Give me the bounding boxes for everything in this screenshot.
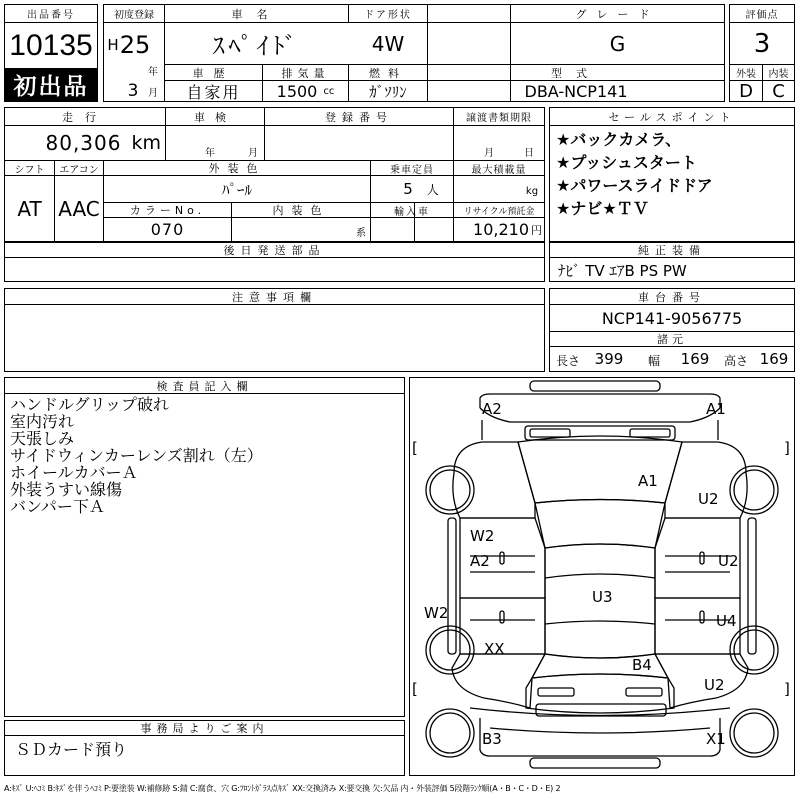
reg-no-label: 登録番号	[325, 110, 393, 124]
inspector-line: 室内汚れ	[10, 412, 75, 431]
model-label: 型式	[551, 66, 601, 80]
reg-year-unit: 年	[148, 66, 158, 78]
reg-month-unit: 月	[148, 87, 158, 99]
shift: AT	[17, 196, 42, 221]
sales-point-item: ★プッシュスタート	[556, 153, 697, 172]
lot-number: 10135	[9, 29, 93, 62]
damage-front-left: A2	[482, 400, 502, 418]
spec-length-label: 長さ	[556, 353, 581, 368]
inspector-line: 天張しみ	[10, 429, 75, 448]
later-parts-box	[4, 242, 545, 282]
fuel: ｶﾞｿﾘﾝ	[369, 82, 407, 101]
vehicle-header	[103, 4, 725, 102]
capacity	[371, 176, 453, 202]
displacement-value: 1500	[276, 81, 318, 101]
color-no: 070	[150, 220, 185, 239]
grade-label: グレード	[575, 7, 660, 21]
genuine-value: ﾅﾋﾞ TV ｴｱB PS PW	[558, 261, 687, 280]
score-label: 評価点	[745, 10, 779, 21]
spec-label: 諸元	[657, 333, 687, 346]
capacity-unit: 人	[426, 182, 439, 197]
reg-month: 3	[127, 81, 139, 101]
damage-right-front-fender: U2	[698, 490, 719, 508]
first-reg-label: 初度登録	[114, 10, 154, 21]
spec-length: 399	[594, 350, 624, 368]
genuine-label: 純正装備	[638, 244, 706, 257]
ext-color-label: 外装色	[208, 162, 266, 175]
damage-front-right: A1	[706, 400, 726, 418]
inspection-year-unit: 年	[205, 147, 215, 159]
reg-era: H	[107, 36, 119, 54]
capacity-value: 5	[403, 180, 413, 198]
score: 3	[753, 28, 771, 59]
import-label: 輸入車	[394, 206, 430, 218]
history-label: 車歴	[192, 66, 235, 80]
reg-year: 25	[119, 31, 151, 59]
recycle-label: リサイクル預託金	[463, 206, 535, 217]
notes-label: 注意事項欄	[232, 290, 317, 304]
notes-box	[4, 288, 545, 372]
transfer-day-unit: 日	[524, 147, 534, 159]
capacity-label: 乗車定員	[390, 164, 434, 176]
damage-right-rear-quarter: U2	[704, 676, 725, 694]
ac: AAC	[58, 196, 100, 221]
door-label: ドア形状	[364, 10, 412, 21]
inspection-month-unit: 月	[248, 147, 258, 159]
sales-point-item: ★バックカメラ、	[556, 130, 682, 149]
model: DBA-NCP141	[524, 81, 628, 101]
bracket-left-front: [	[412, 439, 418, 457]
history: 自家用	[186, 82, 241, 102]
inspector-line: サイドウィンカーレンズ割れ（左）	[10, 446, 263, 465]
sales-point-item: ★ナビ★ＴＶ	[556, 199, 649, 218]
genuine-equipment-box	[549, 242, 795, 282]
displacement-unit: cc	[323, 85, 335, 97]
inspector-line: ホイールカバーＡ	[10, 463, 138, 482]
damage-rear-right: X1	[706, 730, 726, 748]
recycle-unit: 円	[531, 223, 542, 237]
exterior-label: 外装	[736, 69, 756, 80]
bracket-right-front: ]	[784, 439, 790, 457]
inspector-line: バンパー下Ａ	[10, 497, 105, 516]
ext-color: ﾊﾟｰﾙ	[221, 180, 252, 199]
color-no-label: カラーNo.	[129, 204, 206, 217]
later-parts-label: 後日発送部品	[223, 244, 326, 257]
damage-left-front-door-top: W2	[470, 527, 495, 545]
lot-label: 出品番号	[5, 5, 97, 23]
damage-hood: A1	[638, 472, 658, 490]
legend: A:ｷｽﾞ U:ﾍｺﾐ B:ｷｽﾞを伴うﾍｺﾐ P:要塗装 W:補修跡 S:錆 C:腐食、穴 G:ﾌﾛﾝﾄｶﾞﾗｽ点ｷｽﾞ XX:交換済み X:要交換 欠:欠品 内・外装評価 5段階ﾗﾝｸ順(A・B・C・D・E) 2	[4, 783, 561, 793]
int-color-label: 内装色	[272, 204, 330, 217]
interior-grade: C	[772, 80, 785, 102]
mileage-value: 80,306	[45, 131, 122, 155]
damage-right-front-door: U2	[718, 552, 739, 570]
transfer-label: 譲渡書類期限	[466, 113, 532, 124]
details-box	[4, 107, 545, 242]
door-type: 4W	[371, 31, 405, 56]
first-listing-badge: 初出品	[5, 68, 97, 101]
int-color-unit: 系	[356, 227, 366, 239]
recycle	[454, 218, 542, 241]
car-outline-svg	[410, 378, 794, 775]
recycle-value: 10,210	[473, 220, 529, 239]
office-text: ＳＤカード預り	[15, 739, 128, 759]
transfer-month-unit: 月	[484, 147, 494, 159]
damage-left-front-door: A2	[470, 552, 490, 570]
inspection-label: 車検	[194, 110, 236, 124]
shift-label: シフト	[14, 164, 45, 176]
damage-left-rear-quarter: XX	[484, 640, 505, 658]
ac-label: エアコン	[59, 164, 99, 176]
displacement	[263, 81, 348, 101]
chassis-number: NCP141-9056775	[601, 308, 743, 328]
lot-box	[4, 4, 98, 102]
grade: G	[609, 31, 626, 56]
damage-rear-left: B3	[482, 730, 502, 748]
mileage-label: 走行	[62, 110, 108, 124]
spec-height-label: 高さ	[724, 353, 749, 368]
interior-label: 内装	[768, 69, 789, 80]
mileage	[5, 126, 161, 160]
inspector-line: 外装うすい線傷	[10, 480, 123, 499]
chassis-box	[549, 288, 795, 372]
spec-height: 169	[759, 350, 789, 368]
sales-points-label: セールスポイント	[608, 110, 736, 124]
damage-right-rear-door: U4	[716, 612, 737, 630]
car-diagram	[409, 377, 795, 776]
displacement-label: 排気量	[281, 66, 330, 80]
inspector-line: ハンドルグリップ破れ	[10, 395, 170, 414]
score-box	[729, 4, 795, 102]
car-name: ｽﾍﾟｲﾄﾞ	[212, 32, 301, 60]
damage-roof: U3	[592, 588, 613, 606]
car-name-label: 車名	[231, 7, 282, 21]
load-unit: kg	[525, 185, 539, 197]
exterior-grade: D	[739, 80, 753, 102]
bracket-left-rear: [	[412, 680, 418, 698]
fuel-label: 燃料	[369, 66, 407, 80]
mileage-unit: km	[131, 132, 161, 154]
spec-width: 169	[680, 350, 710, 368]
spec-width-label: 幅	[648, 353, 661, 368]
office-box	[4, 720, 405, 776]
office-label: 事務局よりご案内	[140, 722, 269, 735]
damage-trunk: B4	[632, 656, 652, 674]
sales-point-item: ★パワースライドドア	[556, 176, 713, 195]
damage-left-rocker: W2	[424, 604, 449, 622]
chassis-label: 車台番号	[638, 290, 706, 304]
inspector-label: 検査員記入欄	[156, 379, 253, 393]
bracket-right-rear: ]	[784, 680, 790, 698]
load-label: 最大積載量	[471, 164, 527, 176]
